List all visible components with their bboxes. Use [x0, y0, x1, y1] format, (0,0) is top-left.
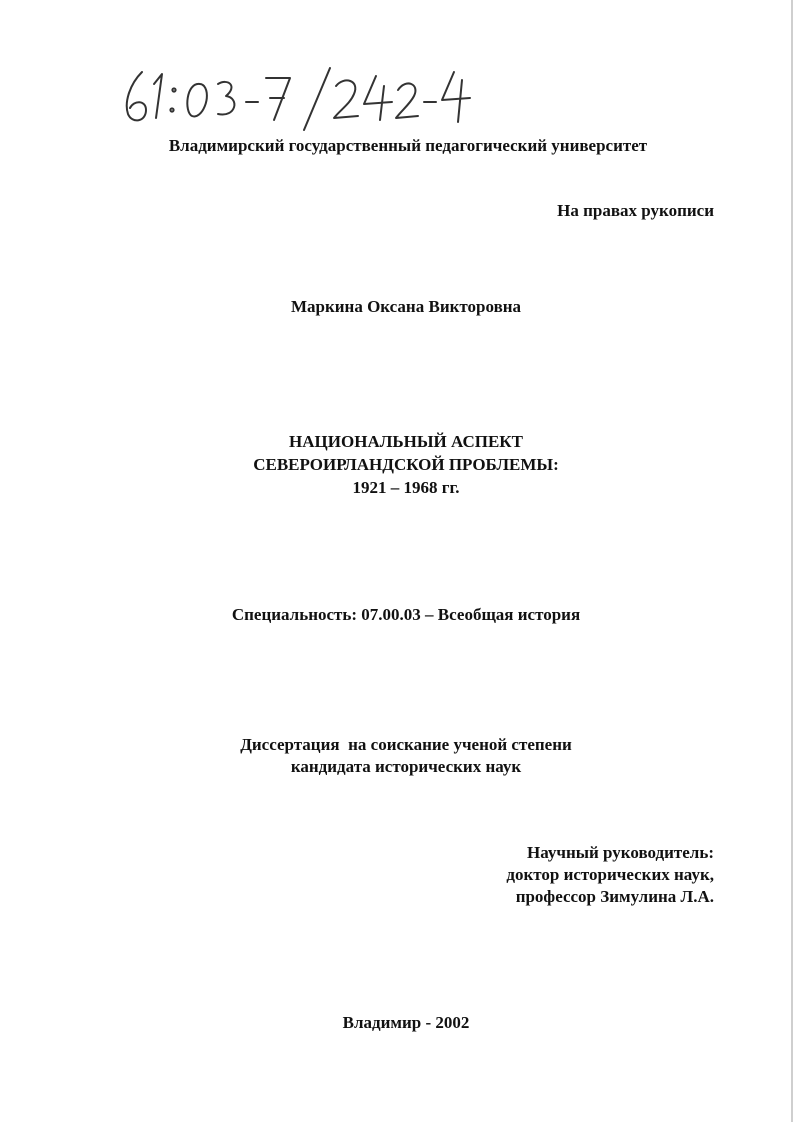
title-line-1: НАЦИОНАЛЬНЫЙ АСПЕКТ — [289, 432, 523, 451]
supervisor-block — [506, 842, 714, 908]
supervisor-degree: доктор исторических наук, — [506, 865, 714, 884]
rights-note: На правах рукописи — [557, 201, 714, 220]
author-name: Маркина Оксана Викторовна — [290, 297, 522, 316]
supervisor-label: Научный руководитель: — [527, 843, 714, 862]
title-line-2: СЕВЕРОИРЛАНДСКОЙ ПРОБЛЕМЫ: — [253, 455, 559, 474]
specialty: Специальность: 07.00.03 – Всеобщая история — [231, 605, 581, 624]
dissertation-line-1: Диссертация на соискание ученой степени — [240, 735, 572, 754]
title-line-3: 1921 – 1968 гг. — [352, 478, 460, 497]
supervisor-name: профессор Зимулина Л.А. — [515, 887, 714, 906]
dissertation-line-2: кандидата исторических наук — [290, 757, 522, 776]
handwritten-code-mark — [118, 62, 478, 134]
university-name: Владимирский государственный педагогический университет — [168, 136, 648, 155]
city-year: Владимир - 2002 — [342, 1013, 470, 1032]
